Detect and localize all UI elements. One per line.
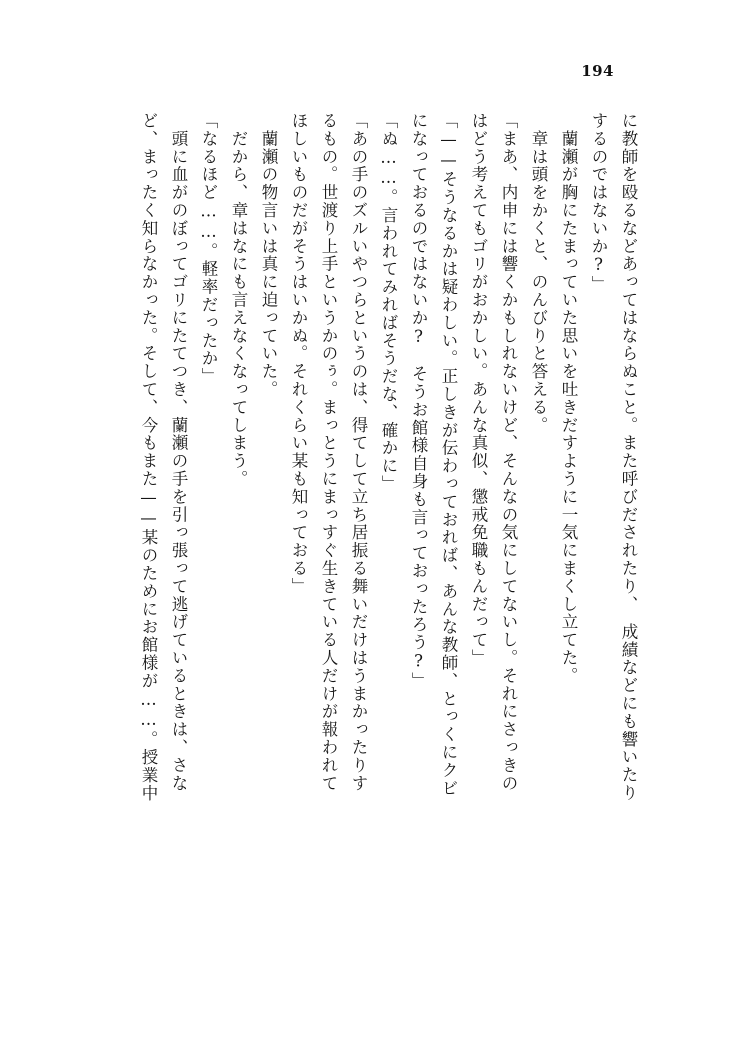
vertical-text-body — [60, 112, 636, 957]
text-line: ど、まったく知らなかった。そして、今もまた——某のためにお館様が……。授業中 — [139, 112, 158, 803]
text-line: 「ぬ……。言われてみればそうだな、確かに」 — [379, 112, 398, 493]
text-line: ほしいものだがそうはいかぬ。それくらい某も知っておる」 — [289, 112, 308, 596]
text-line: 「あの手のズルいやつらというのは、得てして立ち居振る舞いだけはうまかったりす — [349, 112, 368, 793]
text-line: するのではないか?」 — [589, 112, 608, 294]
text-line: だから、章はなにも言えなくなってしまう。 — [229, 112, 248, 488]
text-line: 蘭瀬の物言いは真に迫っていた。 — [259, 112, 278, 399]
page-number: 194 — [581, 62, 614, 80]
text-line: はどう考えてもゴリがおかしい。あんな真似、懲戒免職もんだって」 — [469, 112, 488, 667]
text-line: 「まあ、内申には響くかもしれないけど、そんなの気にしてないし。それにさっきの — [499, 112, 518, 793]
text-line: 「なるほど……。軽率だったか」 — [199, 112, 218, 386]
text-line: 頭に血がのぼってゴリにたてつき、蘭瀬の手を引っ張って逃げているときは、さな — [169, 112, 188, 793]
text-line: 「——そうなるかは疑わしい。正しきが伝わっておれば、あんな教師、とっくにクビ — [439, 112, 458, 798]
text-line: になっておるのではないか? そうお館様自身も言っておったろう?」 — [409, 112, 428, 690]
text-line: 章は頭をかくと、のんびりと答える。 — [529, 112, 548, 435]
text-line: 蘭瀬が胸にたまっていた思いを吐きだすように一気にまくし立てた。 — [559, 112, 578, 685]
text-line: に教師を殴るなどあってはならぬこと。また呼びだされたり、 成績などにも響いたり — [619, 112, 638, 802]
text-line: るもの。世渡り上手というかのぅ。まっとうにまっすぐ生きている人だけが報われて — [319, 112, 338, 793]
